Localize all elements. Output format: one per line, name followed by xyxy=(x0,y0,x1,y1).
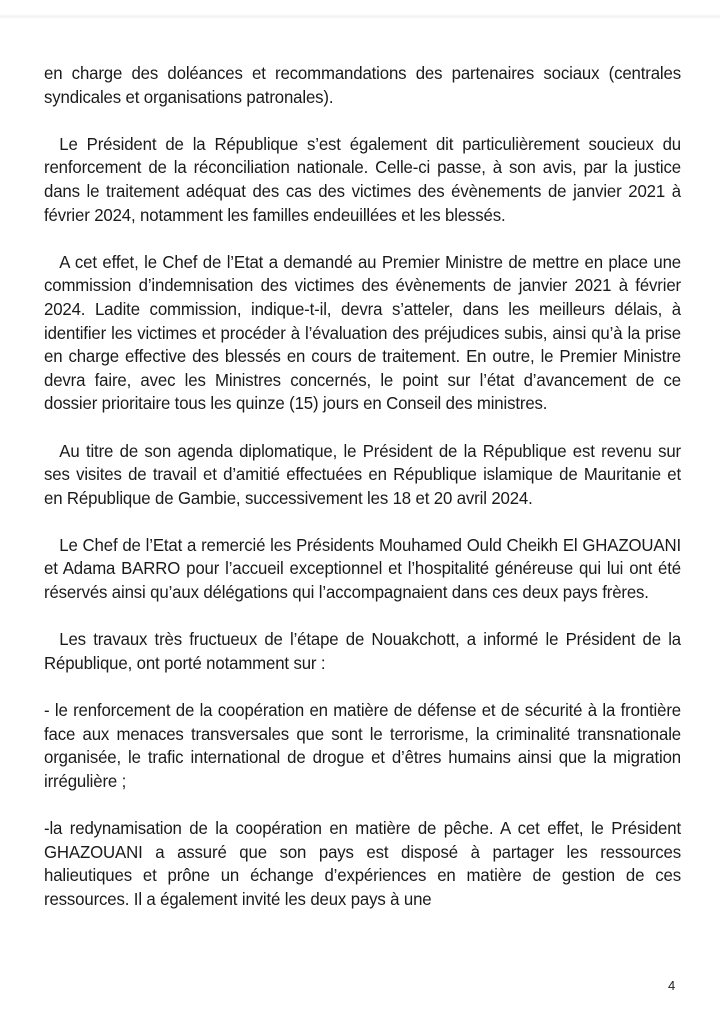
document-body xyxy=(44,62,681,935)
page-number: 4 xyxy=(668,978,676,993)
paragraph-thanks-presidents: Le Chef de l’Etat a remercié les Présidents Mouhamed Ould Cheikh El GHAZOUANI et Adama BARRO pour l’accueil exceptionnel et l’hospitalité généreuse qui lui ont été réservés ainsi qu’aux délégations qui l’accompagnaient dans ces deux pays frères. xyxy=(44,534,681,603)
page-top-edge xyxy=(0,14,720,19)
paragraph-nouakchott-works: Les travaux très fructueux de l’étape de Nouakchott, a informé le Président de la République, ont porté notamment sur : xyxy=(44,629,681,673)
paragraph-reconciliation: Le Président de la République s’est également dit particulièrement soucieux du renforcement de la réconciliation nationale. Celle-ci passe, à son avis, par la justice dans le traitement adéquat des cas des victimes des évènements de janvier 2021 à février 2024, notamment les familles endeuillées et les blessés. xyxy=(44,133,681,225)
paragraph-diplomatic-agenda: Au titre de son agenda diplomatique, le Président de la République est revenu sur ses visites de travail et d’amitié effectuées en République islamique de Mauritanie et en République de Gambie, successivement les 18 et 20 avril 2024. xyxy=(44,440,681,508)
paragraph-continuation: en charge des doléances et recommandations des partenaires sociaux (centrales syndicales et organisations patronales). xyxy=(44,63,681,107)
list-item-defense-security: - le renforcement de la coopération en matière de défense et de sécurité à la frontière face aux menaces transversales que sont le terrorisme, la criminalité transnationale organisée, le trafic international de drogue et d’êtres humains ainsi que la migration irrégulière ; xyxy=(44,700,681,791)
paragraph-indemnisation-commission: A cet effet, le Chef de l’Etat a demandé au Premier Ministre de mettre en place une commission d’indemnisation des victimes des évènements de janvier 2021 à février 2024. Ladite commission, indique-t-il, devra s’atteler, dans les meilleurs délais, à identifier les victimes et procéder à l’évaluation des préjudices subis, ainsi qu’à la prise en charge effective des blessés en cours de traitement. En outre, le Premier Ministre devra faire, avec les Ministres concernés, le point sur l’état d’avancement de ce dossier prioritaire tous les quinze (15) jours en Conseil des ministres. xyxy=(44,251,681,414)
list-item-fisheries: -la redynamisation de la coopération en matière de pêche. A cet effet, le Président GHAZOUANI a assuré que son pays est disposé à partager les ressources halieutiques et prône un échange d’expériences en matière de gestion de ces ressources. Il a également invité les deux pays à une xyxy=(44,818,681,909)
